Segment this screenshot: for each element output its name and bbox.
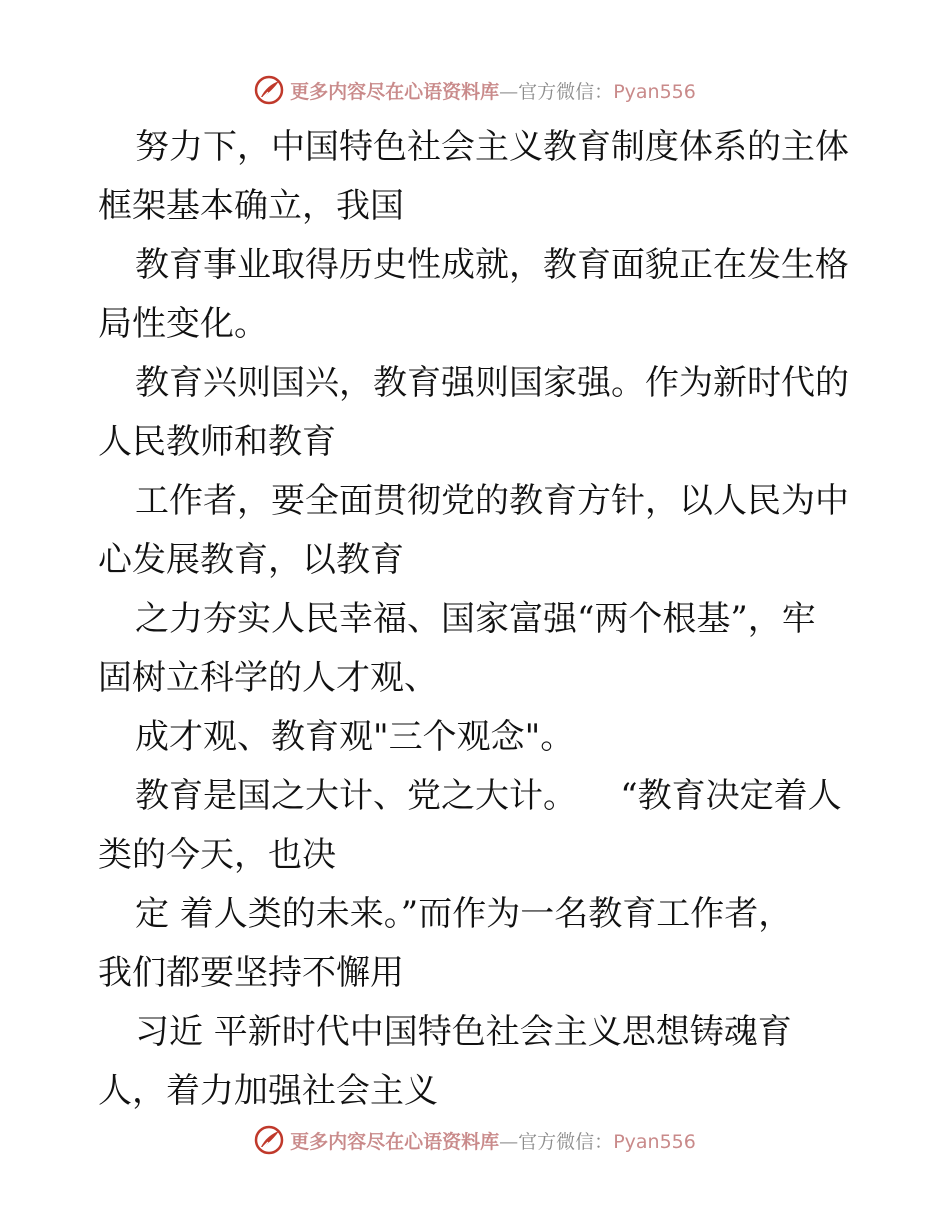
text-line: 框架基本确立，我国: [98, 186, 404, 226]
text-line: 心发展教育，以教育: [98, 540, 404, 580]
text-line: 定 着人类的未来。”而作为一名教育工作者，: [135, 894, 793, 934]
text-line: 教育是国之大计、党之大计。 “教育决定着人: [135, 776, 842, 816]
quill-logo-icon: [254, 75, 284, 105]
text-line: 习近 平新时代中国特色社会主义思想铸魂育: [135, 1012, 792, 1052]
header-wechat-id: Pyan556: [613, 80, 696, 103]
footer-watermark-inner: [254, 1125, 696, 1155]
quill-logo-icon: [254, 1125, 284, 1155]
footer-watermark-text: [290, 1127, 696, 1154]
header-watermark-inner: [254, 75, 696, 105]
text-line: 之力夯实人民幸福、国家富强“两个根基”，牢: [135, 599, 816, 639]
text-line: 类的今天，也决: [98, 835, 336, 875]
text-line: 人民教师和教育: [98, 422, 336, 462]
text-line: 人，着力加强社会主义: [98, 1071, 438, 1111]
header-wechat-label: 官方微信：: [518, 80, 614, 103]
text-line: 教育事业取得历史性成就，教育面貌正在发生格: [135, 245, 849, 285]
header-separator: —: [499, 80, 519, 103]
header-brand-text: 更多内容尽在心语资料库: [290, 80, 500, 103]
text-line: 教育兴则国兴，教育强则国家强。作为新时代的: [135, 363, 849, 403]
body-text: [98, 118, 858, 1121]
header-watermark-text: [290, 77, 696, 104]
text-line: 工作者，要全面贯彻党的教育方针，以人民为中: [135, 481, 849, 521]
text-line: 固树立科学的人才观、: [98, 658, 438, 698]
footer-watermark: [0, 1120, 950, 1160]
text-line: 局性变化。: [98, 304, 268, 344]
footer-brand-text: 更多内容尽在心语资料库: [290, 1130, 500, 1153]
footer-wechat-id: Pyan556: [613, 1130, 696, 1153]
text-line: 成才观、教育观"三个观念"。: [135, 717, 575, 757]
text-line: 我们都要坚持不懈用: [98, 953, 404, 993]
footer-wechat-label: 官方微信：: [518, 1130, 614, 1153]
footer-separator: —: [499, 1130, 519, 1153]
header-watermark: [0, 70, 950, 110]
text-line: 努力下，中国特色社会主义教育制度体系的主体: [135, 127, 849, 167]
